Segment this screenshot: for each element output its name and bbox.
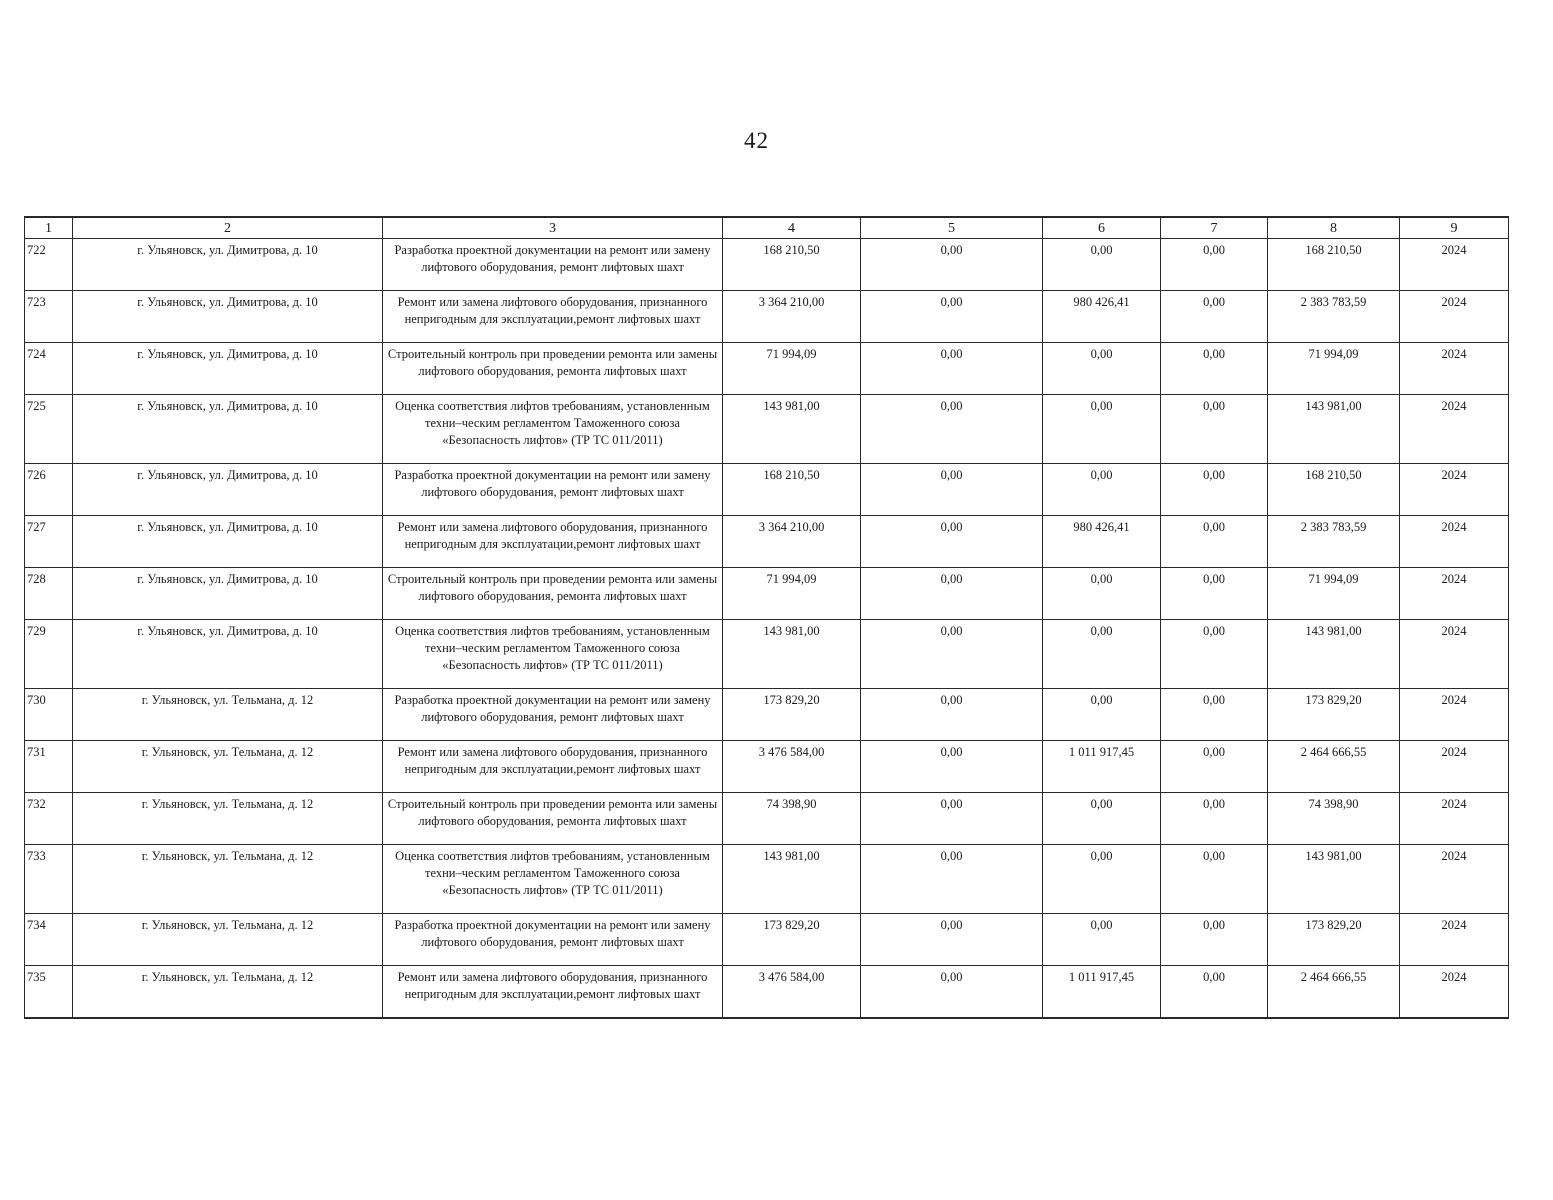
column-header: 1 — [25, 217, 73, 239]
column-5-cell: 0,00 — [861, 741, 1043, 793]
column-header: 8 — [1268, 217, 1400, 239]
total-cost-cell: 74 398,90 — [723, 793, 861, 845]
table-row — [25, 793, 1509, 845]
column-7-cell: 0,00 — [1161, 741, 1268, 793]
column-7-cell: 0,00 — [1161, 620, 1268, 689]
column-5-cell: 0,00 — [861, 689, 1043, 741]
table-row — [25, 464, 1509, 516]
column-5-cell: 0,00 — [861, 239, 1043, 291]
column-header: 9 — [1400, 217, 1509, 239]
work-type-cell: Оценка соответствия лифтов требованиям, установленным техни–ческим регламентом Таможенного союза «Безопасность лифтов» (ТР ТС 011/2011) — [383, 395, 723, 464]
address-cell: г. Ульяновск, ул. Димитрова, д. 10 — [73, 620, 383, 689]
address-cell: г. Ульяновск, ул. Тельмана, д. 12 — [73, 793, 383, 845]
row-number: 729 — [25, 620, 73, 689]
column-5-cell: 0,00 — [861, 845, 1043, 914]
column-7-cell: 0,00 — [1161, 239, 1268, 291]
total-cost-cell: 143 981,00 — [723, 620, 861, 689]
table-row — [25, 239, 1509, 291]
column-5-cell: 0,00 — [861, 291, 1043, 343]
column-8-cell: 2 383 783,59 — [1268, 291, 1400, 343]
column-header: 2 — [73, 217, 383, 239]
column-7-cell: 0,00 — [1161, 793, 1268, 845]
row-number: 723 — [25, 291, 73, 343]
column-5-cell: 0,00 — [861, 914, 1043, 966]
year-cell: 2024 — [1400, 914, 1509, 966]
year-cell: 2024 — [1400, 845, 1509, 914]
table-row — [25, 741, 1509, 793]
total-cost-cell: 143 981,00 — [723, 845, 861, 914]
address-cell: г. Ульяновск, ул. Тельмана, д. 12 — [73, 741, 383, 793]
address-cell: г. Ульяновск, ул. Димитрова, д. 10 — [73, 239, 383, 291]
column-8-cell: 74 398,90 — [1268, 793, 1400, 845]
address-cell: г. Ульяновск, ул. Тельмана, д. 12 — [73, 966, 383, 1019]
column-5-cell: 0,00 — [861, 464, 1043, 516]
column-8-cell: 173 829,20 — [1268, 914, 1400, 966]
work-type-cell: Разработка проектной документации на ремонт или замену лифтового оборудования, ремонт лифтовых шахт — [383, 914, 723, 966]
total-cost-cell: 143 981,00 — [723, 395, 861, 464]
column-5-cell: 0,00 — [861, 395, 1043, 464]
table-row — [25, 343, 1509, 395]
year-cell: 2024 — [1400, 516, 1509, 568]
address-cell: г. Ульяновск, ул. Димитрова, д. 10 — [73, 343, 383, 395]
table-row — [25, 395, 1509, 464]
row-number: 722 — [25, 239, 73, 291]
table-row — [25, 689, 1509, 741]
column-8-cell: 168 210,50 — [1268, 239, 1400, 291]
column-number-row — [25, 217, 1509, 239]
page-number: 42 — [744, 128, 769, 153]
column-6-cell: 1 011 917,45 — [1043, 741, 1161, 793]
column-6-cell: 0,00 — [1043, 689, 1161, 741]
works-register-table — [24, 216, 1509, 1019]
table-row — [25, 620, 1509, 689]
column-header: 7 — [1161, 217, 1268, 239]
year-cell: 2024 — [1400, 291, 1509, 343]
column-8-cell: 2 383 783,59 — [1268, 516, 1400, 568]
work-type-cell: Ремонт или замена лифтового оборудования, признанного непригодным для эксплуатации,ремонт лифтовых шахт — [383, 516, 723, 568]
row-number: 724 — [25, 343, 73, 395]
year-cell: 2024 — [1400, 343, 1509, 395]
row-number: 734 — [25, 914, 73, 966]
column-6-cell: 0,00 — [1043, 793, 1161, 845]
column-6-cell: 0,00 — [1043, 239, 1161, 291]
year-cell: 2024 — [1400, 966, 1509, 1019]
column-6-cell: 0,00 — [1043, 620, 1161, 689]
work-type-cell: Разработка проектной документации на ремонт или замену лифтового оборудования, ремонт лифтовых шахт — [383, 464, 723, 516]
table-row — [25, 568, 1509, 620]
work-type-cell: Строительный контроль при проведении ремонта или замены лифтового оборудования, ремонта лифтовых шахт — [383, 793, 723, 845]
total-cost-cell: 168 210,50 — [723, 464, 861, 516]
table-row — [25, 291, 1509, 343]
year-cell: 2024 — [1400, 793, 1509, 845]
column-8-cell: 168 210,50 — [1268, 464, 1400, 516]
column-6-cell: 0,00 — [1043, 914, 1161, 966]
column-5-cell: 0,00 — [861, 568, 1043, 620]
row-number: 728 — [25, 568, 73, 620]
year-cell: 2024 — [1400, 741, 1509, 793]
column-6-cell: 0,00 — [1043, 395, 1161, 464]
column-5-cell: 0,00 — [861, 793, 1043, 845]
column-8-cell: 143 981,00 — [1268, 845, 1400, 914]
work-type-cell: Ремонт или замена лифтового оборудования, признанного непригодным для эксплуатации,ремонт лифтовых шахт — [383, 741, 723, 793]
total-cost-cell: 168 210,50 — [723, 239, 861, 291]
row-number: 730 — [25, 689, 73, 741]
row-number: 726 — [25, 464, 73, 516]
column-8-cell: 143 981,00 — [1268, 620, 1400, 689]
year-cell: 2024 — [1400, 395, 1509, 464]
column-7-cell: 0,00 — [1161, 464, 1268, 516]
column-6-cell: 980 426,41 — [1043, 291, 1161, 343]
work-type-cell: Оценка соответствия лифтов требованиям, установленным техни–ческим регламентом Таможенного союза «Безопасность лифтов» (ТР ТС 011/2011) — [383, 845, 723, 914]
row-number: 733 — [25, 845, 73, 914]
column-7-cell: 0,00 — [1161, 845, 1268, 914]
column-7-cell: 0,00 — [1161, 395, 1268, 464]
column-header: 4 — [723, 217, 861, 239]
year-cell: 2024 — [1400, 568, 1509, 620]
address-cell: г. Ульяновск, ул. Димитрова, д. 10 — [73, 516, 383, 568]
address-cell: г. Ульяновск, ул. Димитрова, д. 10 — [73, 395, 383, 464]
column-7-cell: 0,00 — [1161, 343, 1268, 395]
work-type-cell: Ремонт или замена лифтового оборудования, признанного непригодным для эксплуатации,ремонт лифтовых шахт — [383, 966, 723, 1019]
table-row — [25, 516, 1509, 568]
year-cell: 2024 — [1400, 464, 1509, 516]
column-header: 6 — [1043, 217, 1161, 239]
column-header: 3 — [383, 217, 723, 239]
row-number: 732 — [25, 793, 73, 845]
total-cost-cell: 3 364 210,00 — [723, 516, 861, 568]
total-cost-cell: 173 829,20 — [723, 914, 861, 966]
column-7-cell: 0,00 — [1161, 516, 1268, 568]
address-cell: г. Ульяновск, ул. Тельмана, д. 12 — [73, 845, 383, 914]
total-cost-cell: 3 364 210,00 — [723, 291, 861, 343]
column-6-cell: 0,00 — [1043, 568, 1161, 620]
column-8-cell: 173 829,20 — [1268, 689, 1400, 741]
column-8-cell: 143 981,00 — [1268, 395, 1400, 464]
row-number: 727 — [25, 516, 73, 568]
column-6-cell: 0,00 — [1043, 343, 1161, 395]
column-7-cell: 0,00 — [1161, 689, 1268, 741]
column-8-cell: 2 464 666,55 — [1268, 966, 1400, 1019]
table-row — [25, 914, 1509, 966]
address-cell: г. Ульяновск, ул. Димитрова, д. 10 — [73, 568, 383, 620]
column-header: 5 — [861, 217, 1043, 239]
total-cost-cell: 71 994,09 — [723, 343, 861, 395]
column-7-cell: 0,00 — [1161, 966, 1268, 1019]
work-type-cell: Строительный контроль при проведении ремонта или замены лифтового оборудования, ремонта лифтовых шахт — [383, 568, 723, 620]
column-7-cell: 0,00 — [1161, 914, 1268, 966]
column-5-cell: 0,00 — [861, 516, 1043, 568]
column-6-cell: 0,00 — [1043, 464, 1161, 516]
row-number: 725 — [25, 395, 73, 464]
row-number: 735 — [25, 966, 73, 1019]
column-5-cell: 0,00 — [861, 620, 1043, 689]
total-cost-cell: 173 829,20 — [723, 689, 861, 741]
column-7-cell: 0,00 — [1161, 291, 1268, 343]
address-cell: г. Ульяновск, ул. Димитрова, д. 10 — [73, 291, 383, 343]
year-cell: 2024 — [1400, 689, 1509, 741]
row-number: 731 — [25, 741, 73, 793]
address-cell: г. Ульяновск, ул. Тельмана, д. 12 — [73, 914, 383, 966]
work-type-cell: Оценка соответствия лифтов требованиям, установленным техни–ческим регламентом Таможенного союза «Безопасность лифтов» (ТР ТС 011/2011) — [383, 620, 723, 689]
column-6-cell: 0,00 — [1043, 845, 1161, 914]
column-6-cell: 980 426,41 — [1043, 516, 1161, 568]
total-cost-cell: 3 476 584,00 — [723, 741, 861, 793]
work-type-cell: Ремонт или замена лифтового оборудования, признанного непригодным для эксплуатации,ремонт лифтовых шахт — [383, 291, 723, 343]
year-cell: 2024 — [1400, 620, 1509, 689]
total-cost-cell: 3 476 584,00 — [723, 966, 861, 1019]
address-cell: г. Ульяновск, ул. Тельмана, д. 12 — [73, 689, 383, 741]
column-8-cell: 71 994,09 — [1268, 568, 1400, 620]
column-8-cell: 2 464 666,55 — [1268, 741, 1400, 793]
total-cost-cell: 71 994,09 — [723, 568, 861, 620]
column-6-cell: 1 011 917,45 — [1043, 966, 1161, 1019]
work-type-cell: Разработка проектной документации на ремонт или замену лифтового оборудования, ремонт лифтовых шахт — [383, 689, 723, 741]
column-8-cell: 71 994,09 — [1268, 343, 1400, 395]
column-7-cell: 0,00 — [1161, 568, 1268, 620]
address-cell: г. Ульяновск, ул. Димитрова, д. 10 — [73, 464, 383, 516]
work-type-cell: Строительный контроль при проведении ремонта или замены лифтового оборудования, ремонта лифтовых шахт — [383, 343, 723, 395]
year-cell: 2024 — [1400, 239, 1509, 291]
work-type-cell: Разработка проектной документации на ремонт или замену лифтового оборудования, ремонт лифтовых шахт — [383, 239, 723, 291]
column-5-cell: 0,00 — [861, 343, 1043, 395]
table-row — [25, 845, 1509, 914]
table-row — [25, 966, 1509, 1019]
column-5-cell: 0,00 — [861, 966, 1043, 1019]
